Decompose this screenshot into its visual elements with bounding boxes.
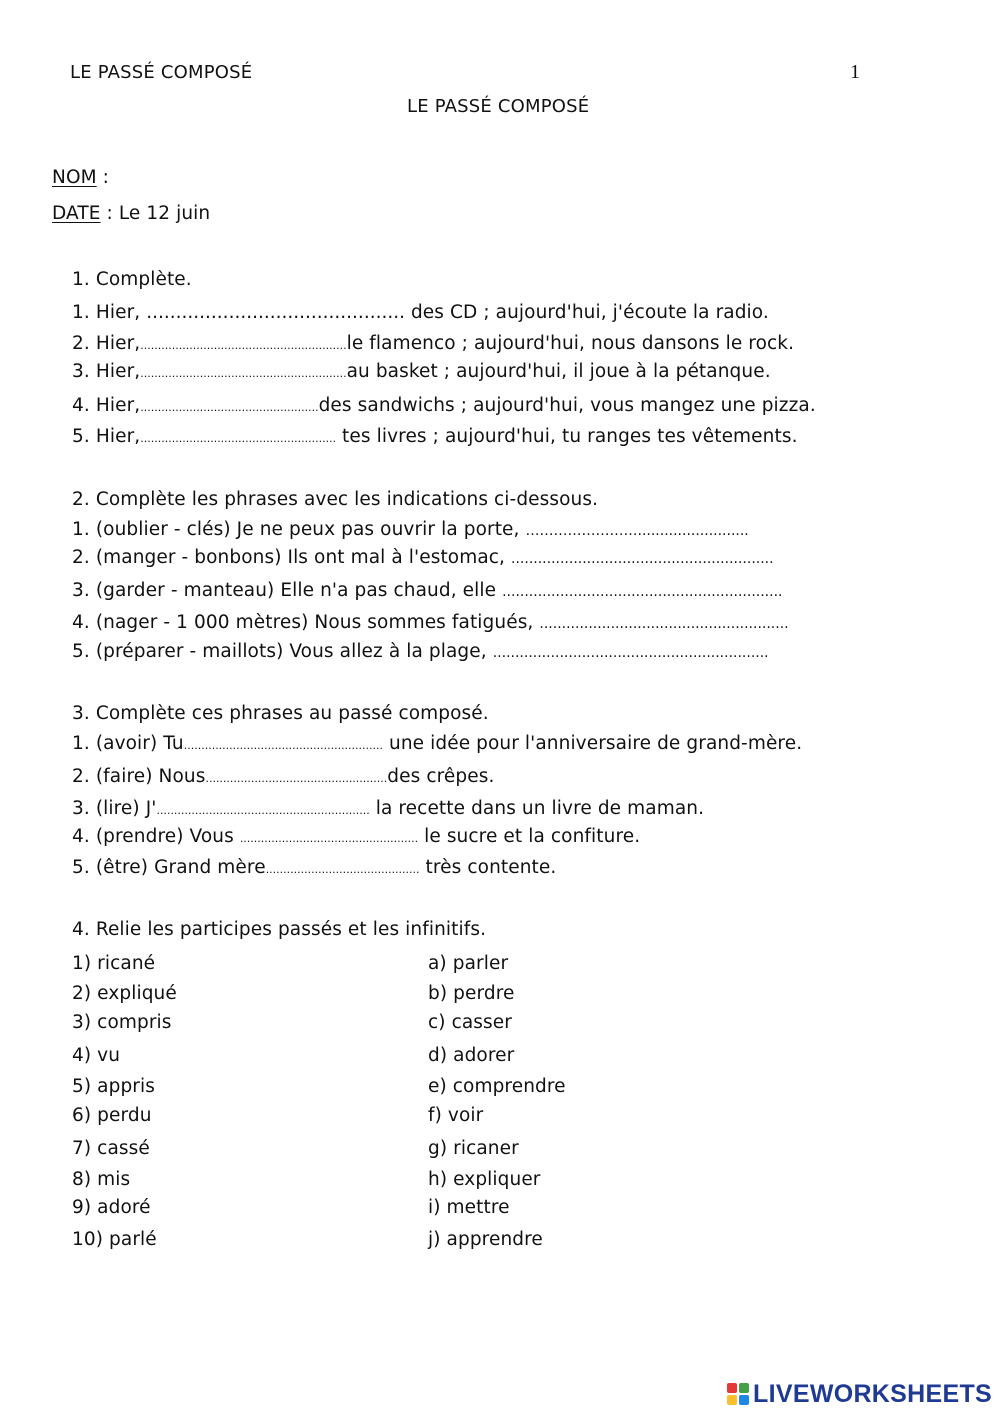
item-text: 1. (oublier - clés) Je ne peux pas ouvrir la porte, [72, 519, 526, 540]
liveworksheets-logo [727, 1381, 992, 1407]
exercise1-item [72, 333, 794, 354]
running-title: LE PASSÉ COMPOSÉ [70, 62, 253, 83]
item-suffix: des crêpes. [387, 766, 495, 787]
nom-row [52, 167, 109, 188]
exercise1-item [72, 395, 816, 416]
exercise2-item [72, 519, 749, 540]
item-suffix: le sucre et la confiture. [418, 826, 641, 847]
answer-blank[interactable]: ............................................................. [156, 804, 370, 817]
answer-blank[interactable]: .............................................................. [492, 645, 769, 661]
item-prefix: 5. (être) Grand mère [72, 857, 266, 878]
answer-blank[interactable]: ......................................................... [183, 739, 384, 752]
logo-square [727, 1395, 737, 1405]
item-prefix: 2. (faire) Nous [72, 766, 206, 787]
answer-blank[interactable]: ........................................................ [539, 616, 789, 632]
page-title: LE PASSÉ COMPOSÉ [407, 96, 590, 117]
item-prefix: 5. Hier, [72, 426, 141, 447]
item-text: 2. (manger - bonbons) Ils ont mal à l'estomac, [72, 547, 512, 568]
item-prefix: 4. (prendre) Vous [72, 826, 240, 847]
infinitive-item[interactable]: i) mettre [428, 1197, 510, 1218]
logo-square [739, 1395, 749, 1405]
nom-label: NOM [52, 167, 97, 188]
participle-item[interactable]: 5) appris [72, 1076, 155, 1097]
answer-blank[interactable]: .................................................... [205, 772, 388, 785]
answer-blank[interactable]: ........................................................... [511, 551, 774, 567]
item-suffix: la recette dans un livre de maman. [369, 798, 705, 819]
infinitive-item[interactable]: g) ricaner [428, 1138, 519, 1159]
infinitive-item[interactable]: d) adorer [428, 1045, 515, 1066]
infinitive-item[interactable]: h) expliquer [428, 1169, 541, 1190]
answer-blank[interactable]: ............................................ [265, 863, 420, 876]
exercise1-item [72, 426, 798, 447]
item-prefix: 4. Hier, [72, 395, 141, 416]
infinitive-item[interactable]: e) comprendre [428, 1076, 566, 1097]
exercise2-item [72, 641, 769, 662]
participle-item[interactable]: 9) adoré [72, 1197, 151, 1218]
logo-text: LIVEWORKSHEETS [753, 1379, 992, 1408]
nom-separator: : [96, 167, 109, 188]
exercise4-heading: 4. Relie les participes passés et les infinitifs. [72, 919, 487, 940]
item-text: 4. (nager - 1 000 mètres) Nous sommes fatigués, [72, 612, 540, 633]
answer-blank[interactable]: ............................................ [146, 302, 405, 323]
item-prefix: 1. (avoir) Tu [72, 733, 184, 754]
exercise2-item [72, 547, 774, 568]
infinitive-item[interactable]: c) casser [428, 1012, 512, 1033]
exercise3-item [72, 826, 640, 847]
date-value: Le 12 juin [118, 203, 211, 224]
item-prefix: 1. Hier, [72, 302, 147, 323]
infinitive-item[interactable]: a) parler [428, 953, 509, 974]
answer-blank[interactable]: ................................................... [140, 401, 319, 414]
item-suffix: une idée pour l'anniversaire de grand-mère. [383, 733, 803, 754]
participle-item[interactable]: 10) parlé [72, 1229, 157, 1250]
logo-square [739, 1383, 749, 1393]
exercise2-item [72, 612, 789, 633]
page-number: 1 [850, 61, 860, 83]
item-text: 5. (préparer - maillots) Vous allez à la plage, [72, 641, 493, 662]
participle-item[interactable]: 7) cassé [72, 1138, 150, 1159]
answer-blank[interactable]: ................................................... [239, 832, 419, 845]
date-separator: : [100, 203, 119, 224]
exercise3-item [72, 857, 556, 878]
logo-square [727, 1383, 737, 1393]
participle-item[interactable]: 2) expliqué [72, 983, 177, 1004]
item-suffix: des CD ; aujourd'hui, j'écoute la radio. [404, 302, 769, 323]
liveworksheets-logo-icon [727, 1383, 749, 1405]
exercise1-item [72, 361, 771, 382]
exercise3-heading: 3. Complète ces phrases au passé composé. [72, 703, 489, 724]
exercise3-item [72, 733, 802, 754]
item-suffix: le flamenco ; aujourd'hui, nous dansons le rock. [346, 333, 795, 354]
exercise3-item [72, 798, 704, 819]
item-text: 3. (garder - manteau) Elle n'a pas chaud, elle [72, 580, 503, 601]
exercise3-item [72, 766, 494, 787]
item-suffix: des sandwichs ; aujourd'hui, vous mangez une pizza. [318, 395, 816, 416]
exercise2-item [72, 580, 782, 601]
participle-item[interactable]: 6) perdu [72, 1105, 152, 1126]
exercise2-heading: 2. Complète les phrases avec les indications ci-dessous. [72, 489, 599, 510]
participle-item[interactable]: 8) mis [72, 1169, 131, 1190]
answer-blank[interactable]: ........................................................... [140, 339, 347, 352]
participle-item[interactable]: 4) vu [72, 1045, 121, 1066]
infinitive-item[interactable]: f) voir [428, 1105, 484, 1126]
infinitive-item[interactable]: j) apprendre [428, 1229, 543, 1250]
item-suffix: tes livres ; aujourd'hui, tu ranges tes vêtements. [336, 426, 798, 447]
answer-blank[interactable]: ........................................................ [140, 432, 337, 445]
participle-item[interactable]: 1) ricané [72, 953, 156, 974]
exercise1-item [72, 302, 769, 323]
date-row [52, 203, 210, 224]
item-prefix: 3. (lire) J' [72, 798, 157, 819]
exercise1-heading: 1. Complète. [72, 269, 192, 290]
item-prefix: 3. Hier, [72, 361, 141, 382]
date-label: DATE [52, 203, 101, 224]
participle-item[interactable]: 3) compris [72, 1012, 172, 1033]
answer-blank[interactable]: ……………………......................... [525, 523, 749, 539]
item-prefix: 2. Hier, [72, 333, 141, 354]
item-suffix: très contente. [419, 857, 557, 878]
answer-blank[interactable]: ............................................................... [502, 584, 783, 600]
item-suffix: au basket ; aujourd'hui, il joue à la pétanque. [346, 361, 771, 382]
infinitive-item[interactable]: b) perdre [428, 983, 515, 1004]
answer-blank[interactable]: ........................................................... [140, 367, 347, 380]
